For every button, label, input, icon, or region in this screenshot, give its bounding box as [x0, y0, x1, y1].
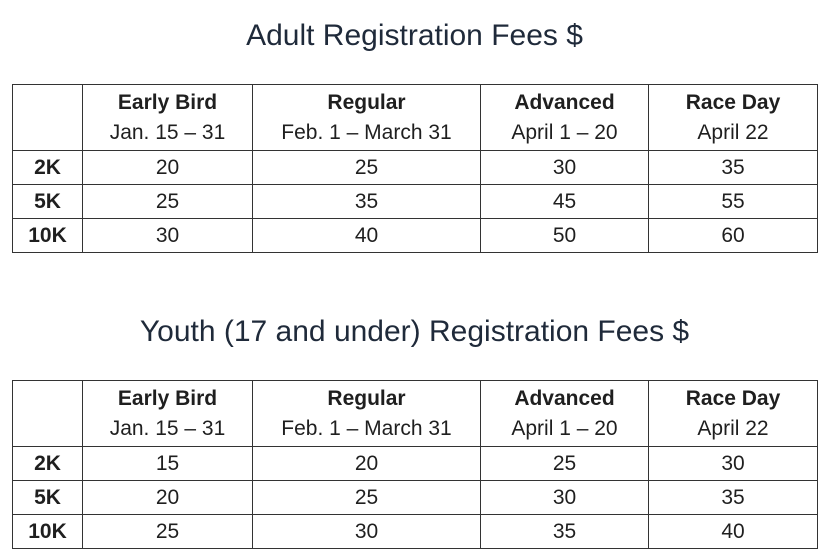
adult-fees-title: Adult Registration Fees $: [246, 19, 583, 52]
adult-fees-table: [12, 84, 818, 253]
youth-fees-title: Youth (17 and under) Registration Fees $: [139, 315, 690, 348]
fee-cell: 25: [253, 151, 481, 185]
column-header-name: Advanced: [514, 90, 615, 114]
column-header-dates: Feb. 1 – March 31: [281, 120, 452, 144]
column-header-regular: [253, 381, 481, 447]
fee-cell: 25: [253, 481, 481, 515]
column-header-name: Early Bird: [117, 90, 218, 114]
fee-cell: 30: [83, 219, 253, 253]
column-header-early-bird: [83, 381, 253, 447]
column-header-dates: April 1 – 20: [511, 120, 618, 144]
column-header-dates: Jan. 15 – 31: [109, 120, 226, 144]
column-header-race-day: [649, 85, 818, 151]
distance-label: 5K: [13, 185, 83, 219]
fee-cell: 20: [83, 481, 253, 515]
fee-cell: 30: [481, 151, 649, 185]
column-header-name: Advanced: [514, 386, 615, 410]
fee-cell: 35: [649, 151, 818, 185]
fee-cell: 30: [649, 447, 818, 481]
column-header-race-day: [649, 381, 818, 447]
fee-cell: 45: [481, 185, 649, 219]
column-header-regular: [253, 85, 481, 151]
distance-label: 5K: [13, 481, 83, 515]
column-header-dates: April 22: [697, 120, 769, 144]
corner-cell: [13, 381, 83, 447]
fee-cell: 55: [649, 185, 818, 219]
column-header-name: Regular: [327, 386, 406, 410]
fee-cell: 35: [649, 481, 818, 515]
table-row-5k: [13, 481, 818, 515]
column-header-dates: Jan. 15 – 31: [109, 416, 226, 440]
fee-cell: 20: [83, 151, 253, 185]
table-row-2k: [13, 151, 818, 185]
column-header-name: Early Bird: [117, 386, 218, 410]
fee-cell: 50: [481, 219, 649, 253]
table-row-2k: [13, 447, 818, 481]
fee-cell: 25: [83, 515, 253, 549]
fee-cell: 15: [83, 447, 253, 481]
fee-cell: 25: [481, 447, 649, 481]
distance-label: 10K: [13, 515, 83, 549]
fee-cell: 30: [253, 515, 481, 549]
distance-label: 10K: [13, 219, 83, 253]
column-header-advanced: [481, 85, 649, 151]
fee-cell: 40: [649, 515, 818, 549]
column-header-early-bird: [83, 85, 253, 151]
column-header-name: Race Day: [685, 386, 781, 410]
table-header-row: [13, 381, 818, 447]
column-header-dates: April 1 – 20: [511, 416, 618, 440]
table-row-5k: [13, 185, 818, 219]
column-header-name: Regular: [327, 90, 406, 114]
table-row-10k: [13, 515, 818, 549]
column-header-advanced: [481, 381, 649, 447]
column-header-dates: Feb. 1 – March 31: [281, 416, 452, 440]
fee-cell: 60: [649, 219, 818, 253]
fee-cell: 35: [481, 515, 649, 549]
fee-cell: 20: [253, 447, 481, 481]
fee-cell: 40: [253, 219, 481, 253]
table-row-10k: [13, 219, 818, 253]
column-header-dates: April 22: [697, 416, 769, 440]
fee-cell: 35: [253, 185, 481, 219]
column-header-name: Race Day: [685, 90, 781, 114]
table-header-row: [13, 85, 818, 151]
fee-cell: 25: [83, 185, 253, 219]
distance-label: 2K: [13, 151, 83, 185]
distance-label: 2K: [13, 447, 83, 481]
fee-cell: 30: [481, 481, 649, 515]
youth-fees-table: [12, 380, 818, 549]
corner-cell: [13, 85, 83, 151]
